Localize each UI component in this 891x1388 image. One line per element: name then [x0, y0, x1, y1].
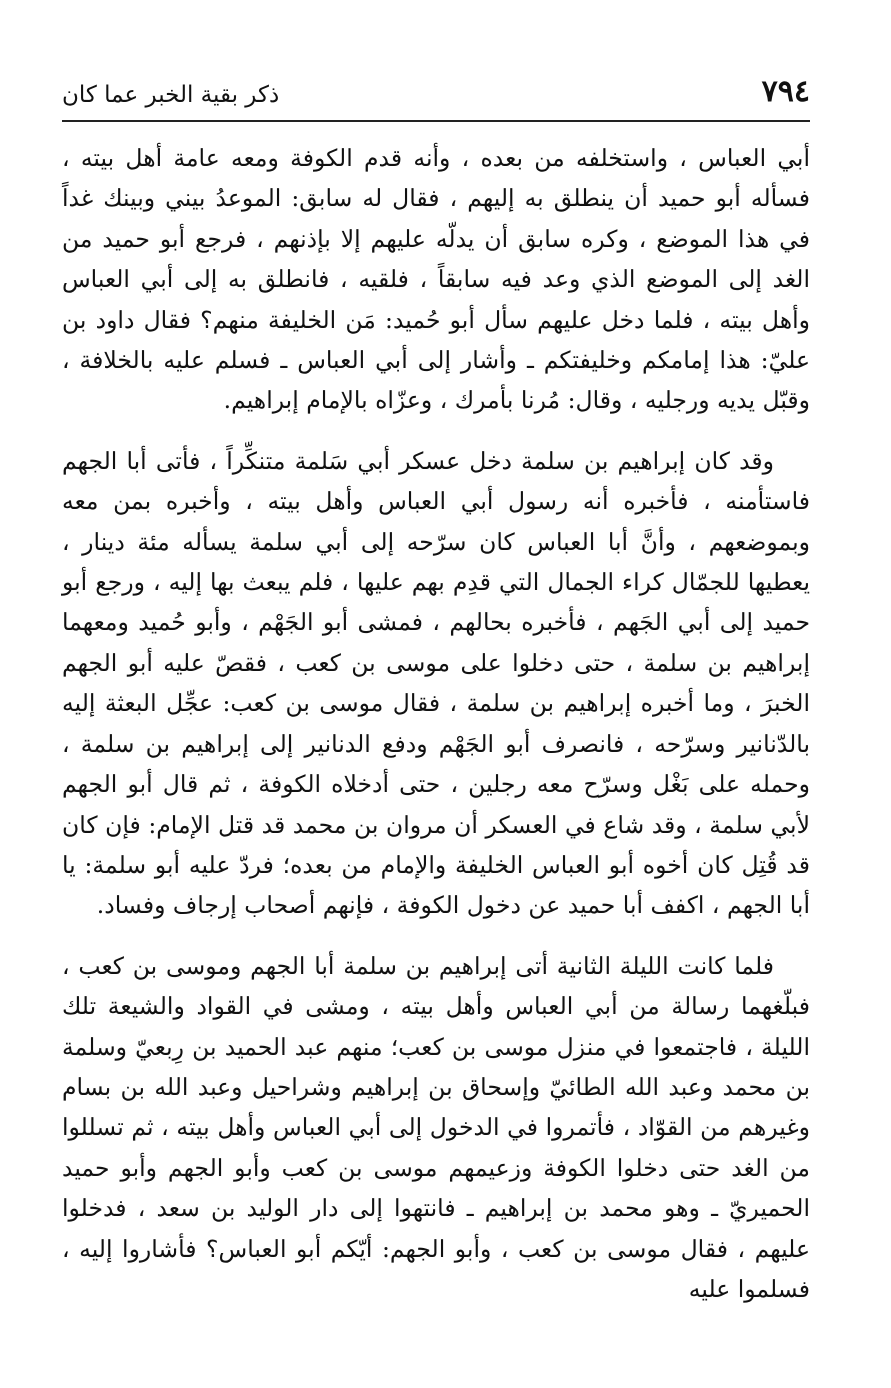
page-header [62, 72, 810, 118]
paragraph: وقد كان إبراهيم بن سلمة دخل عسكر أبي سَلمة متنكِّراً ، فأتى أبا الجهم فاستأمنه ، فأخبره أنه رسول أبي العباس وأهل بيته ، وأخبره بمن معه وبموضعهم ، وأنَّ أبا العباس كان سرّحه إلى أبي سلمة يسأله مئة دينار ، يعطيها للجمّال كراء الجمال التي قدِم بهم عليها ، فلم يبعث بها إليه ، ورجع أبو حميد إلى أبي الجَهم ، فأخبره بحالهم ، فمشى أبو الجَهْم ، وأبو حُميد ومعهما إبراهيم بن سلمة ، حتى دخلوا على موسى بن كعب ، فقصّ عليه أبو الجهم الخبرَ ، وما أخبره إبراهيم بن سلمة ، فقال موسى بن كعب: عجِّل البعثة إليه بالدّنانير وسرّحه ، فانصرف أبو الجَهْم ودفع الدنانير إلى إبراهيم بن سلمة ، وحمله على بَغْل وسرّح معه رجلين ، حتى أدخلاه الكوفة ، ثم قال أبو الجهم لأبي سلمة ، وقد شاع في العسكر أن مروان بن محمد قد قتل الإمام: فإن كان قد قُتِل كان أخوه أبو العباس الخليفة والإمام من بعده؛ فردّ عليه أبو سلمة: يا أبا الجهم ، اكفف أبا حميد عن دخول الكوفة ، فإنهم أصحاب إرجاف وفساد. [62, 446, 811, 920]
running-title: ذكر بقية الخبر عما كان [62, 82, 280, 108]
page-number: ٧٩٤ [761, 74, 810, 109]
paragraph: أبي العباس ، واستخلفه من بعده ، وأنه قدم الكوفة ومعه عامة أهل بيته ، فسأله أبو حميد أن ينطلق به إليهم ، فقال له سابق: الموعدُ بيني وبينك غداً في هذا الموضع ، وكره سابق أن يدلّه عليهم إلا بإذنهم ، فرجع أبو حميد من الغد إلى الموضع الذي وعد فيه سابقاً ، فلقيه ، فانطلق به إلى أبي العباس وأهل بيته ، فلما دخل عليهم سأل أبو حُميد: مَن الخليفة منهم؟ فقال داود بن عليّ: هذا إمامكم وخليفتكم ـ وأشار إلى أبي العباس ـ فسلم عليه بالخلافة ، وقبّل يديه ورجليه ، وقال: مُرنا بأمرك ، وعزّاه بالإمام إبراهيم. [62, 144, 810, 415]
header-divider [62, 120, 810, 122]
body-text [62, 138, 810, 1309]
paragraph: فلما كانت الليلة الثانية أتى إبراهيم بن سلمة أبا الجهم وموسى بن كعب ، فبلّغهما رسالة من أبي العباس وأهل بيته ، ومشى في القواد والشيعة تلك الليلة ، فاجتمعوا في منزل موسى بن كعب؛ منهم عبد الحميد بن رِبعيّ وسلمة بن محمد وعبد الله الطائيّ وإسحاق بن إبراهيم وشراحيل وعبد الله بن بسام وغيرهم من القوّاد ، فأتمروا في الدخول إلى أبي العباس وأهل بيته ، ثم تسللوا من الغد حتى دخلوا الكوفة وزعيمهم موسى بن كعب وأبو الجهم وأبو حميد الحميريّ ـ وهو محمد بن إبراهيم ـ فانتهوا إلى دار الوليد بن سعد ، فدخلوا عليهم ، فقال موسى بن كعب ، وأبو الجهم: أيّكم أبو العباس؟ فأشاروا إليه ، فسلموا عليه [62, 951, 810, 1303]
